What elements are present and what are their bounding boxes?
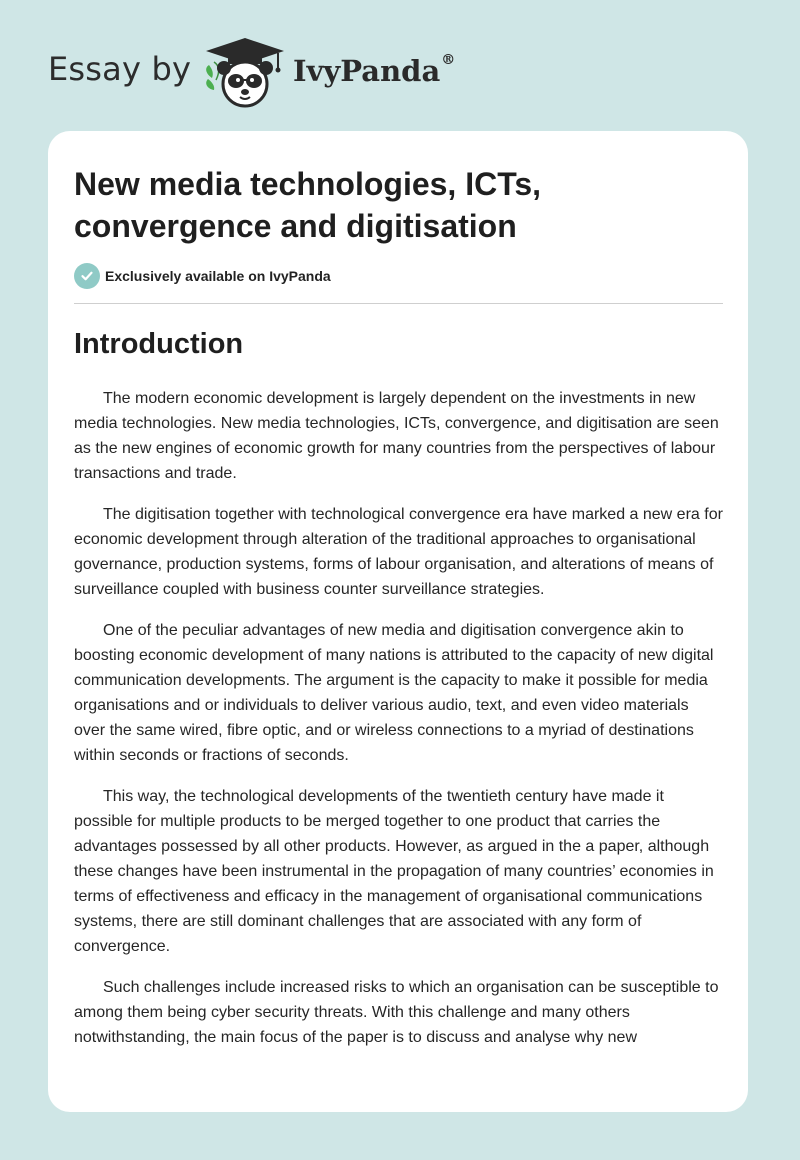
brand-name[interactable] bbox=[293, 54, 455, 88]
paragraph: This way, the technological developments of the twentieth century have made it possible for multiple products to be merged together to one product that carries the advantages possessed by all other products. However, as argued in the a paper, although these changes have been instrumental in the propagation of many countries’ economies in terms of effectiveness and efficacy in the management of organisational communications systems, there are still dominant challenges that are associated with any form of convergence. bbox=[74, 788, 714, 955]
divider bbox=[74, 303, 723, 304]
section-heading: Introduction bbox=[74, 328, 244, 360]
essay-card bbox=[48, 131, 748, 1112]
site-header bbox=[48, 34, 488, 110]
paragraph: The modern economic development is largely dependent on the investments in new media technologies. New media technologies, ICTs, convergence, and digitisation are seen as the new engines of economic growth for many countries from the perspectives of labour transactions and trade. bbox=[74, 390, 719, 482]
brand-prefix: Essay by bbox=[48, 50, 192, 88]
exclusive-badge-label: Exclusively available on IvyPanda bbox=[105, 268, 331, 284]
paragraph: The digitisation together with technological convergence era have marked a new era for economic development through alteration of the traditional approaches to organisational governance, production systems, forms of labour organisation, and alterations of means of surveillance coupled with business counter surveillance strategies. bbox=[74, 506, 723, 598]
panda-graduate-logo-icon[interactable] bbox=[200, 34, 290, 110]
paragraph: One of the peculiar advantages of new media and digitisation convergence akin to boosting economic development of many nations is attributed to the capacity of new digital communication developments. The argument is the capacity to make it possible for media organisations and or individuals to deliver various audio, text, and even video materials over the same wired, fibre optic, and or wireless connections to a myriad of destinations within seconds or fractions of seconds. bbox=[74, 622, 714, 764]
registered-mark: ® bbox=[441, 52, 456, 68]
exclusive-badge bbox=[74, 263, 331, 289]
page-title: New media technologies, ICTs, convergence and digitisation bbox=[74, 166, 542, 244]
brand-name-text: IvyPanda bbox=[293, 54, 441, 88]
paragraph: Such challenges include increased risks to which an organisation can be susceptible to among them being cyber security threats. With this challenge and many others notwithstanding, the main focus of the paper is to discuss and analyse why new bbox=[74, 979, 719, 1046]
essay-body bbox=[74, 386, 724, 1066]
checkmark-icon bbox=[74, 263, 100, 289]
